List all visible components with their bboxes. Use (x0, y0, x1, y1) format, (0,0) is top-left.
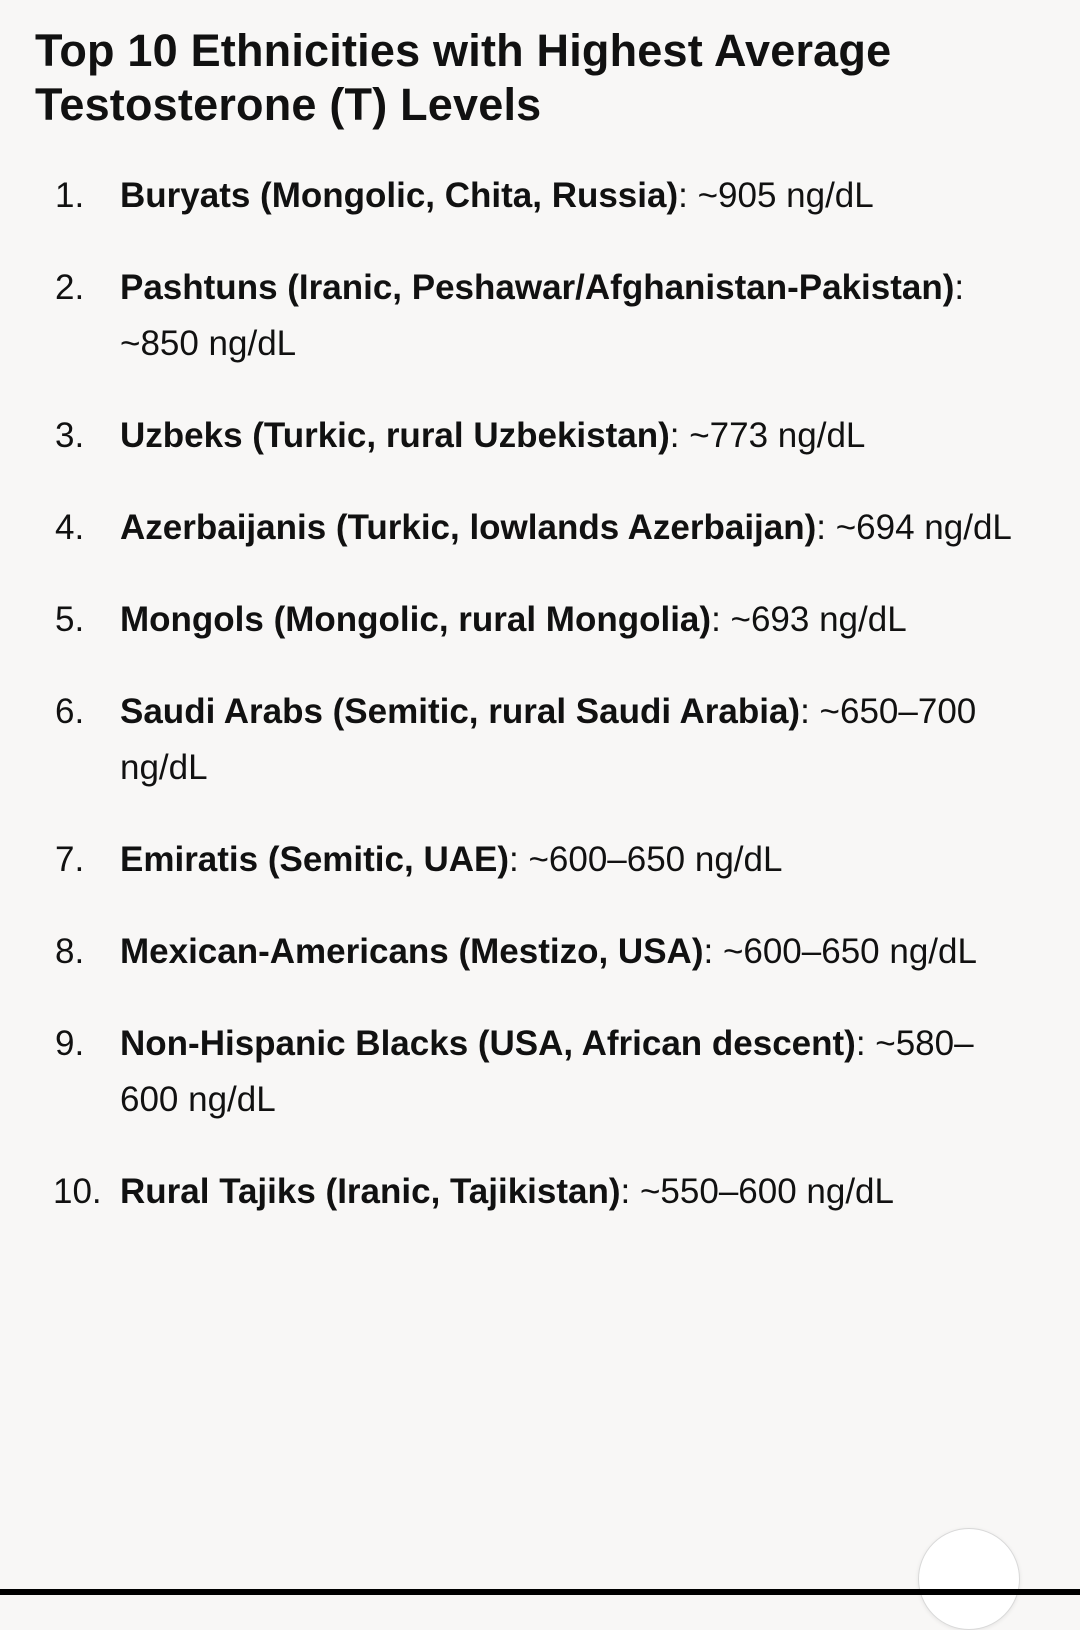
item-number: 9. (55, 1024, 85, 1063)
message-content (35, 24, 1050, 1256)
scroll-button[interactable] (918, 1528, 1020, 1630)
item-number: 1. (55, 176, 85, 215)
item-value: ~773 ng/dL (689, 416, 866, 455)
item-separator: : (703, 932, 723, 971)
item-text (120, 260, 1050, 372)
item-separator: : (816, 508, 836, 547)
item-name: Pashtuns (Iranic, Peshawar/Afghanistan-Pakistan) (120, 268, 955, 307)
item-name: Mexican-Americans (Mestizo, USA) (120, 932, 704, 971)
item-value: ~650–700 ng/dL (120, 692, 977, 787)
item-text (120, 684, 1050, 796)
item-name: Non-Hispanic Blacks (USA, African descent) (120, 1024, 856, 1063)
list-item (35, 408, 1050, 464)
list-item (35, 500, 1050, 556)
item-separator: : (855, 1024, 876, 1063)
item-text (120, 500, 1050, 556)
item-name: Uzbeks (Turkic, rural Uzbekistan) (120, 416, 670, 455)
item-text (120, 592, 1050, 648)
page-title: Top 10 Ethnicities with Highest Average Testosterone (T) Levels (35, 25, 892, 130)
item-text (120, 168, 1050, 224)
list-item (35, 1016, 1050, 1128)
list-item (35, 1164, 1050, 1220)
item-name: Saudi Arabs (Semitic, rural Saudi Arabia) (120, 692, 801, 731)
item-name: Azerbaijanis (Turkic, lowlands Azerbaijan) (120, 508, 817, 547)
item-number: 2. (55, 268, 85, 307)
item-value: ~694 ng/dL (835, 508, 1012, 547)
item-number: 7. (55, 840, 85, 879)
item-value: ~550–600 ng/dL (639, 1172, 894, 1211)
item-text (120, 408, 1050, 464)
item-name: Mongols (Mongolic, rural Mongolia) (120, 600, 712, 639)
item-number: 4. (55, 508, 85, 547)
item-separator: : (509, 840, 529, 879)
item-text (120, 1164, 1050, 1220)
item-number: 5. (55, 600, 85, 639)
item-number: 10. (53, 1172, 102, 1211)
item-separator: : (711, 600, 731, 639)
item-number: 3. (55, 416, 85, 455)
item-name: Buryats (Mongolic, Chita, Russia) (120, 176, 679, 215)
item-value: ~693 ng/dL (730, 600, 907, 639)
item-separator: : (954, 268, 965, 307)
item-value: ~850 ng/dL (120, 324, 297, 363)
list-item (35, 260, 1050, 372)
ranked-list (35, 168, 1050, 1220)
item-value: ~580–600 ng/dL (120, 1024, 974, 1119)
list-item (35, 592, 1050, 648)
item-separator: : (800, 692, 820, 731)
list-item (35, 168, 1050, 224)
item-number: 8. (55, 932, 85, 971)
item-text (120, 832, 1050, 888)
list-item (35, 832, 1050, 888)
item-separator: : (669, 416, 690, 455)
list-item (35, 684, 1050, 796)
item-text (120, 1016, 1050, 1128)
bottom-edge-bar (0, 1589, 1080, 1595)
item-value: ~905 ng/dL (697, 176, 874, 215)
item-number: 6. (55, 692, 85, 731)
item-separator: : (678, 176, 698, 215)
item-text (120, 924, 1050, 980)
list-item (35, 924, 1050, 980)
item-value: ~600–650 ng/dL (722, 932, 977, 971)
item-name: Emiratis (Semitic, UAE) (120, 840, 509, 879)
item-value: ~600–650 ng/dL (528, 840, 783, 879)
item-name: Rural Tajiks (Iranic, Tajikistan) (120, 1172, 621, 1211)
item-separator: : (620, 1172, 640, 1211)
